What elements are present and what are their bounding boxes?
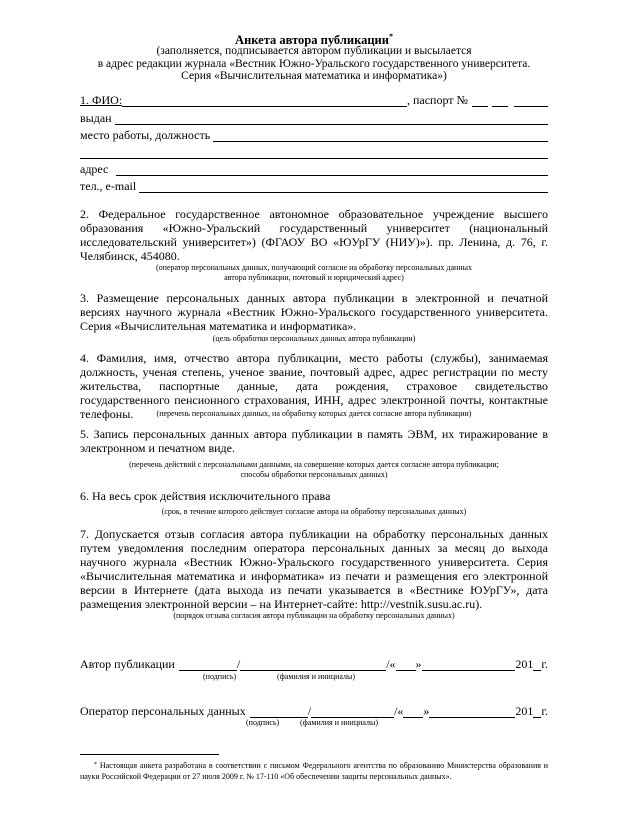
form-title: Анкета автора публикации* xyxy=(235,32,393,48)
address-row: адрес xyxy=(80,162,548,176)
section-4-note: (перечень персональных данных, на обработку которых дается согласие автора публикации) xyxy=(156,409,472,418)
section-2-note: (оператор персональных данных, получающий согласие на обработку персональных данных автора публикации, почтовый и юридический адрес) xyxy=(156,263,472,282)
operator-name-caption: (фамилия и инициалы) xyxy=(300,718,379,727)
section-3: 3. Размещение персональных данных автора публикации в электронной и печатной версиях научного журнала «Вестник Южно-Уральского государственного университета. Серия «Вычислительная математика и информатика». xyxy=(80,291,548,333)
work-row: место работы, должность xyxy=(80,128,548,142)
operator-year-input[interactable] xyxy=(533,705,541,718)
section-4: 4. Фамилия, имя, отчество автора публикации, место работы (службы), занимаемая должность, ученая степень, ученое звание, почтовый адрес, адрес регистрации по месту жительства, паспортные данные, дата рождения, страховое свидетельство государственного пенсионного страхования, ИНН, адрес электронной почты, контактные телефоны. xyxy=(80,351,548,421)
operator-signature-caption: (подпись) xyxy=(246,718,280,727)
contact-input[interactable] xyxy=(139,180,548,193)
author-name-input[interactable] xyxy=(240,658,386,671)
section-5: 5. Запись персональных данных автора публикации в память ЭВМ, их тиражирование в электронном и печатном виде. xyxy=(80,427,548,455)
issued-row: выдан xyxy=(80,111,548,125)
issued-input[interactable] xyxy=(115,112,548,125)
form-subtitle: (заполняется, подписывается автором публикации и высылается в адрес редакции журнала «Вестник Южно-Уральского государственного университета. Серия «Вычислительная математика и информатика») xyxy=(97,45,531,82)
work-input-continued[interactable] xyxy=(80,146,548,159)
author-signature-row: Автор публикации / /« » 201 г. xyxy=(80,657,548,671)
contact-row: тел., e-mail xyxy=(80,179,548,193)
operator-name-input[interactable] xyxy=(311,705,394,718)
author-day-input[interactable] xyxy=(396,658,416,671)
passport-number[interactable] xyxy=(514,94,548,107)
section-7: 7. Допускается отзыв согласия автора публикации на обработку персональных данных путем уведомления последним оператора персональных данных за месяц до выхода научного журнала «Вестник Южно-Уральского государственного университета. Серия «Вычислительная математика и информатика» из печати и размещения его электронной версии в Интернете (дата выхода из печати указывается в «Вестнике ЮУрГУ», дата размещения электронной версии – на Интернет-сайте: http://vestnik.susu.ac.ru). xyxy=(80,527,548,611)
operator-signature-row: Оператор персональных данных / /« » 201 г. xyxy=(80,704,548,718)
author-name-caption: (фамилия и инициалы) xyxy=(277,672,356,681)
section-6: 6. На весь срок действия исключительного права xyxy=(80,489,331,503)
section-3-note: (цель обработки персональных данных автора публикации) xyxy=(212,334,416,343)
operator-day-input[interactable] xyxy=(403,705,423,718)
author-year-input[interactable] xyxy=(533,658,541,671)
section-2: 2. Федеральное государственное автономное образовательное учреждение высшего образования «Южно-Уральский государственный университет (национальный исследовательский университет») (ФГАОУ ВО «ЮУрГУ (НИУ)»). пр. Ленина, д. 76, г. Челябинск, 454080. xyxy=(80,207,548,263)
passport-series-2[interactable] xyxy=(492,94,508,107)
author-signature-input[interactable] xyxy=(179,658,237,671)
footnote: * Настоящая анкета разработана в соответствии с письмом Федерального агентства по образованию Министерства образования и науки Российской Федерации от 27 июля 2009 г. № 17-110 «Об обеспечении защиты персональных данных». xyxy=(80,761,549,781)
work-row-2 xyxy=(80,145,548,159)
operator-month-input[interactable] xyxy=(429,705,515,718)
section-5-note: (перечень действий с персональными данными, на совершение которых дается согласие автора публикации; способы обработки персональных данных) xyxy=(129,460,499,479)
operator-signature-input[interactable] xyxy=(250,705,308,718)
section-6-note: (срок, в течение которого действует согласие автора на обработку персональных данных) xyxy=(161,507,467,516)
passport-series-1[interactable] xyxy=(472,94,488,107)
section-7-note: (порядок отзыва согласия автора публикации на обработку персональных данных) xyxy=(173,611,455,620)
work-input[interactable] xyxy=(213,129,548,142)
author-signature-caption: (подпись) xyxy=(203,672,237,681)
address-input[interactable] xyxy=(116,163,548,176)
footnote-divider xyxy=(80,754,219,755)
author-month-input[interactable] xyxy=(422,658,516,671)
footnote-mark: * xyxy=(388,32,393,41)
fio-row: 1. ФИО: , паспорт № xyxy=(80,93,548,107)
fio-input[interactable] xyxy=(122,94,407,107)
